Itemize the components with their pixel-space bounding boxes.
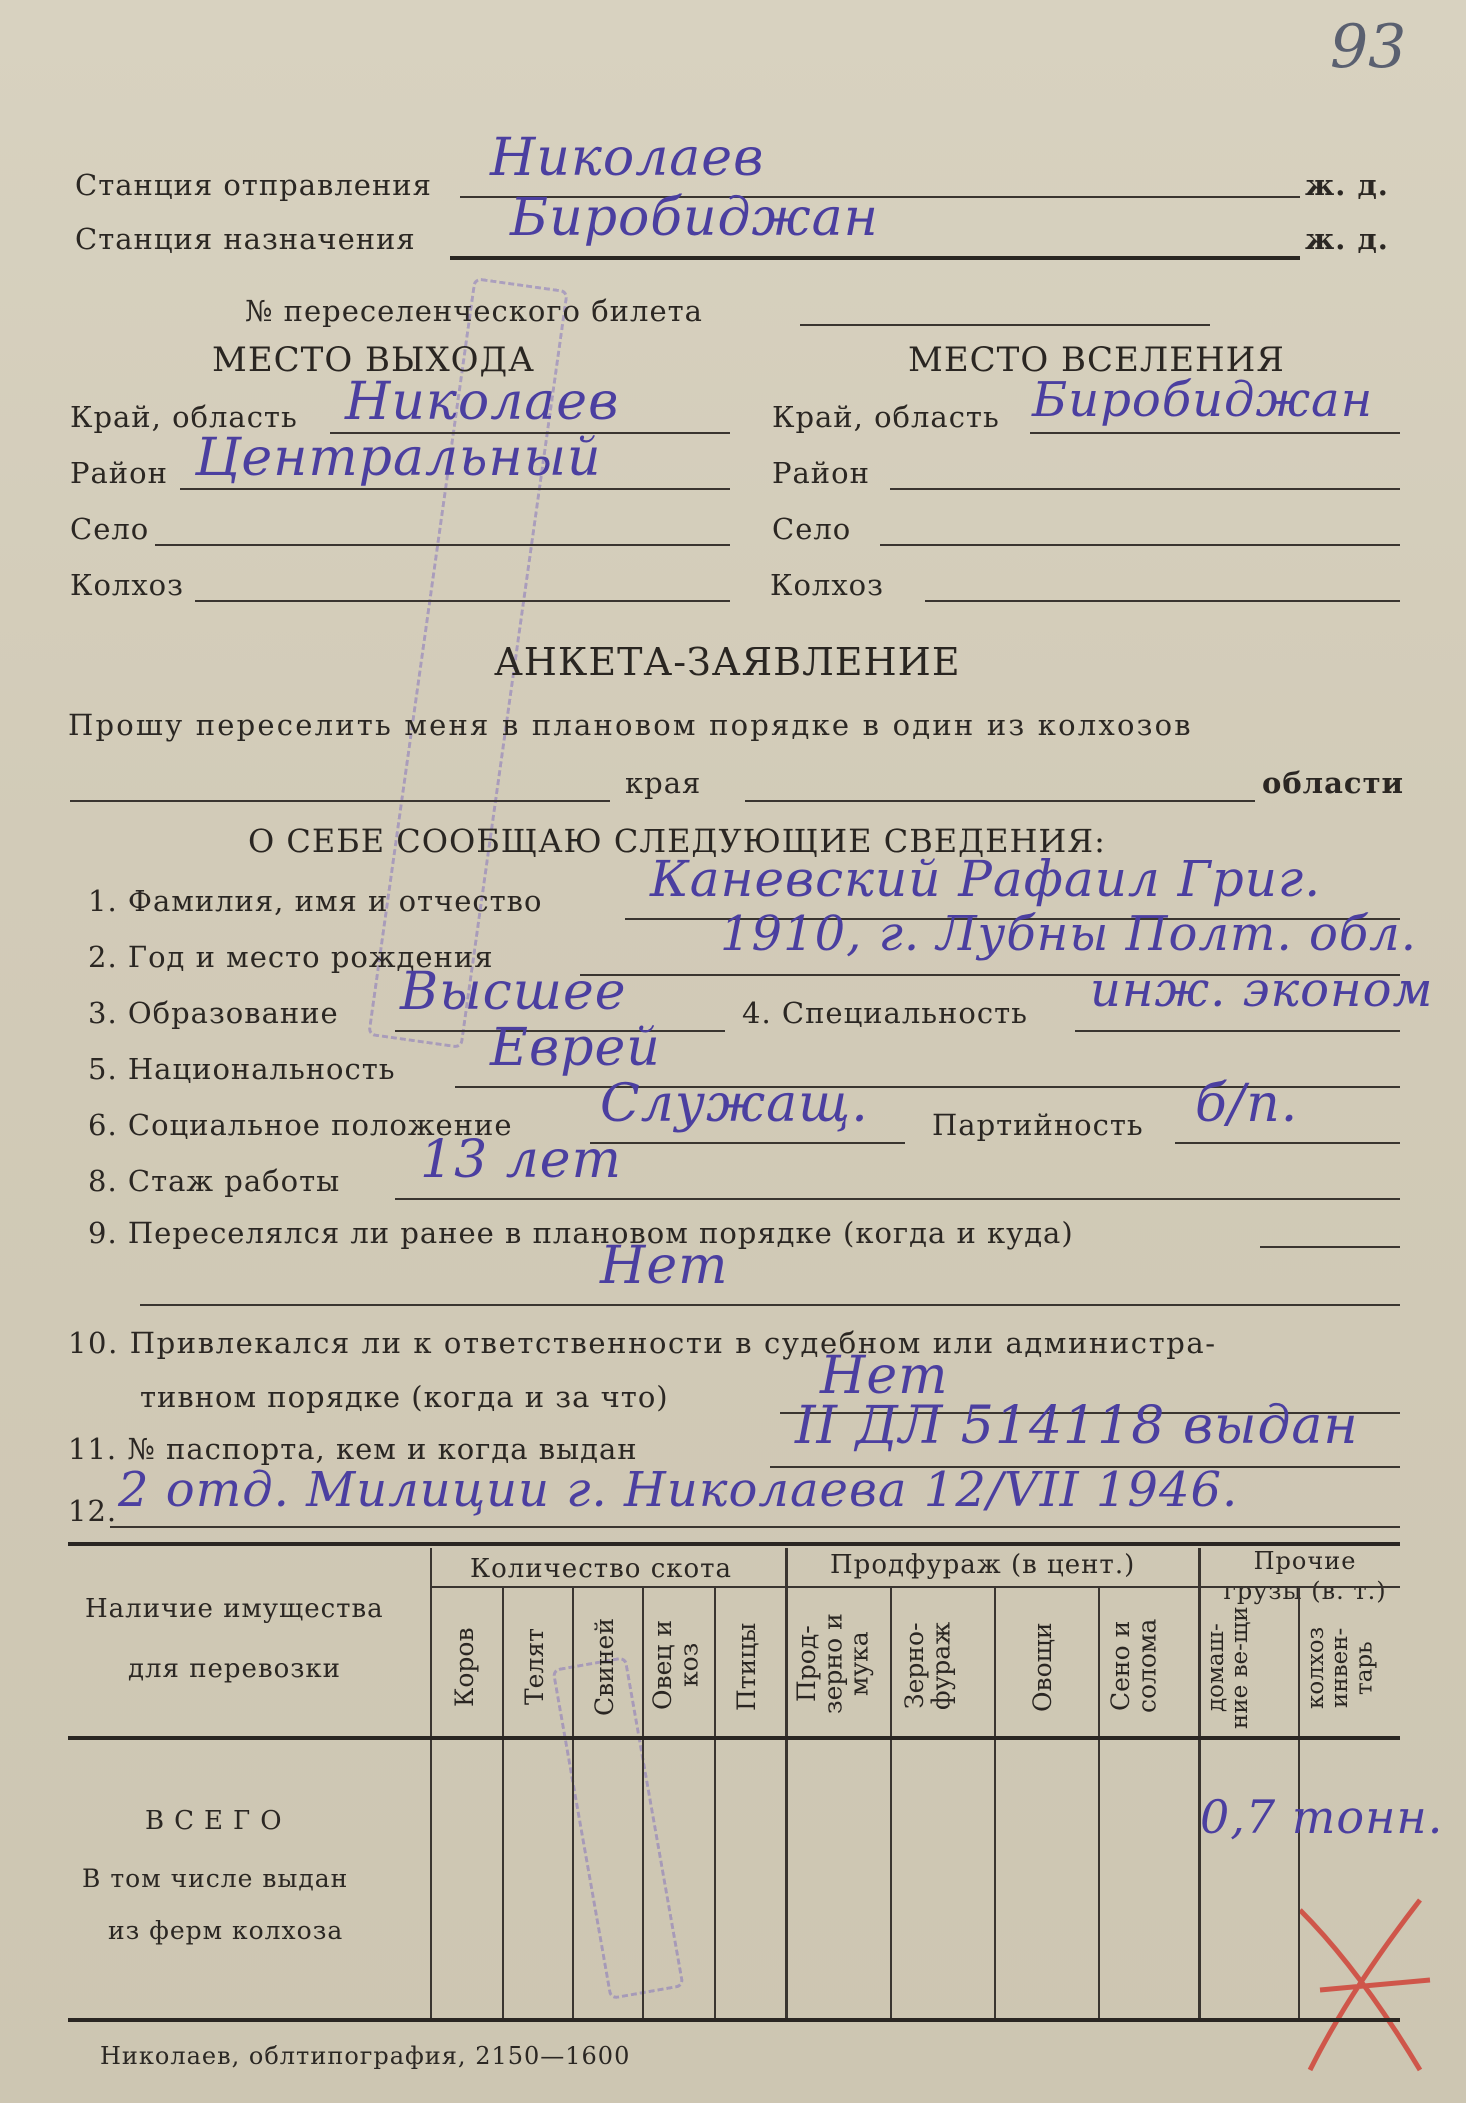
column-header: Телят bbox=[520, 1628, 549, 1706]
settle-district-line bbox=[890, 488, 1400, 490]
krai-line bbox=[70, 800, 610, 802]
field-11-value: II ДЛ 514118 выдан bbox=[795, 1396, 1359, 1456]
column-header: Зерно-фураж bbox=[900, 1621, 956, 1711]
column-header: Свиней bbox=[590, 1618, 619, 1716]
incl-label-b: из ферм колхоза bbox=[108, 1916, 344, 1945]
field-9-label: 9. Переселялся ли ранее в плановом порядке (когда и куда) bbox=[88, 1216, 1074, 1250]
field-3-value: Высшее bbox=[400, 962, 627, 1022]
self-heading: О СЕБЕ СООБЩАЮ СЛЕДУЮЩИЕ СВЕДЕНИЯ: bbox=[248, 822, 1106, 860]
oblast-label: области bbox=[1262, 766, 1405, 800]
col-divider bbox=[1098, 1588, 1100, 2018]
exit-district-label: Район bbox=[70, 456, 168, 490]
column-header: Овощи bbox=[1028, 1622, 1057, 1712]
col-divider bbox=[785, 1548, 788, 2018]
field-4-value: инж. эконом bbox=[1090, 962, 1434, 1018]
col-divider bbox=[890, 1588, 892, 2018]
field-4-label: 4. Специальность bbox=[742, 996, 1028, 1030]
field-10-label-b: тивном порядке (когда и за что) bbox=[140, 1380, 669, 1414]
field-2-value: 1910, г. Лубны Полт. обл. bbox=[720, 906, 1417, 962]
field-6-line bbox=[590, 1142, 905, 1144]
col-divider bbox=[430, 1548, 432, 2018]
column-header: Прод-зерно и мука bbox=[792, 1613, 874, 1715]
field-9-value: Нет bbox=[600, 1236, 729, 1296]
settle-region-line bbox=[1030, 432, 1400, 434]
other-head: Прочие грузы (в. т.) bbox=[1223, 1547, 1387, 1605]
settle-village-label: Село bbox=[772, 512, 852, 546]
property-label-a: Наличие имущества bbox=[85, 1594, 384, 1624]
exit-kolkhoz-line bbox=[195, 600, 730, 602]
column-header: Птицы bbox=[732, 1622, 761, 1712]
column-header: домаш-ние ве-щи bbox=[1203, 1606, 1254, 1730]
exit-district-value: Центральный bbox=[195, 428, 602, 488]
field-4-line bbox=[1075, 1030, 1400, 1032]
total-label: ВСЕГО bbox=[145, 1806, 292, 1836]
settle-village-line bbox=[880, 544, 1400, 546]
field-12-label: 12. bbox=[68, 1494, 118, 1528]
destination-line bbox=[450, 256, 1300, 260]
col-divider bbox=[714, 1588, 716, 2018]
ticket-line bbox=[800, 324, 1210, 326]
property-label-b: для перевозки bbox=[128, 1654, 341, 1684]
field-10-label-a: 10. Привлекался ли к ответственности в судебном или администра- bbox=[68, 1326, 1217, 1360]
request-line: Прошу переселить меня в плановом порядке в один из колхозов bbox=[68, 708, 1193, 742]
livestock-head: Количество скота bbox=[470, 1554, 733, 1584]
railway-suffix: ж. д. bbox=[1305, 168, 1389, 202]
railway-suffix: ж. д. bbox=[1305, 222, 1389, 256]
table-bottom-border bbox=[68, 2018, 1400, 2022]
field-9-line-a bbox=[1260, 1246, 1400, 1248]
exit-village-line bbox=[155, 544, 730, 546]
page-number: 93 bbox=[1330, 12, 1407, 82]
settle-title: МЕСТО ВСЕЛЕНИЯ bbox=[908, 340, 1285, 380]
ticket-label: № переселенческого билета bbox=[245, 294, 703, 328]
exit-village-label: Село bbox=[70, 512, 150, 546]
field-11-label: 11. № паспорта, кем и когда выдан bbox=[68, 1432, 638, 1466]
field-6-label: 6. Социальное положение bbox=[88, 1108, 513, 1142]
oblast-line bbox=[745, 800, 1255, 802]
group-head-line bbox=[430, 1586, 1400, 1588]
settle-kolkhoz-line bbox=[925, 600, 1400, 602]
col-divider bbox=[572, 1588, 574, 2018]
field-1-label: 1. Фамилия, имя и отчество bbox=[88, 884, 543, 918]
table-top-border bbox=[68, 1542, 1400, 1546]
field-12-value: 2 отд. Милиции г. Николаева 12/VII 1946. bbox=[118, 1462, 1239, 1518]
krai-label: края bbox=[625, 766, 702, 800]
form-title: АНКЕТА-ЗАЯВЛЕНИЕ bbox=[494, 640, 961, 684]
col-divider bbox=[994, 1588, 996, 2018]
red-cross-mark bbox=[1290, 1880, 1440, 2080]
field-7-line bbox=[1175, 1142, 1400, 1144]
field-7-value: б/п. bbox=[1195, 1074, 1299, 1134]
column-header: Коров bbox=[450, 1627, 479, 1707]
exit-region-value: Николаев bbox=[345, 372, 620, 432]
exit-title: МЕСТО ВЫХОДА bbox=[212, 340, 535, 380]
field-5-value: Еврей bbox=[490, 1018, 661, 1078]
feed-head: Продфураж (в цент.) bbox=[830, 1550, 1136, 1580]
field-2-label: 2. Год и место рождения bbox=[88, 940, 494, 974]
field-8-label: 8. Стаж работы bbox=[88, 1164, 341, 1198]
settle-kolkhoz-label: Колхоз bbox=[770, 568, 884, 602]
destination-value: Биробиджан bbox=[510, 188, 879, 248]
incl-label-a: В том числе выдан bbox=[82, 1864, 349, 1893]
exit-kolkhoz-label: Колхоз bbox=[70, 568, 184, 602]
field-10-value: Нет bbox=[820, 1346, 949, 1406]
household-value: 0,7 тонн. bbox=[1200, 1790, 1444, 1844]
field-9-line-b bbox=[140, 1304, 1400, 1306]
col-divider bbox=[642, 1588, 644, 2018]
field-1-value: Каневский Рафаил Григ. bbox=[650, 850, 1322, 908]
settle-region-label: Край, область bbox=[772, 400, 1000, 434]
field-8-value: 13 лет bbox=[420, 1130, 622, 1190]
field-5-label: 5. Национальность bbox=[88, 1052, 396, 1086]
field-7-label: Партийность bbox=[932, 1108, 1144, 1142]
field-12-line bbox=[110, 1526, 1400, 1528]
settle-region-value: Биробиджан bbox=[1032, 372, 1374, 428]
field-8-line bbox=[395, 1198, 1400, 1200]
table-head-border bbox=[68, 1736, 1400, 1740]
departure-label: Станция отправления bbox=[75, 168, 432, 202]
exit-district-line bbox=[180, 488, 730, 490]
col-divider bbox=[1198, 1548, 1201, 2018]
exit-region-label: Край, область bbox=[70, 400, 298, 434]
col-divider bbox=[502, 1588, 504, 2018]
imprint: Николаев, облтипография, 2150—1600 bbox=[100, 2042, 631, 2070]
column-header: Сено и солома bbox=[1106, 1618, 1162, 1714]
column-header: колхоз инвен-тарь bbox=[1303, 1626, 1378, 1710]
column-header: Овец и коз bbox=[648, 1619, 704, 1711]
field-6-value: Служащ. bbox=[600, 1074, 869, 1134]
departure-value: Николаев bbox=[490, 128, 765, 188]
field-3-label: 3. Образование bbox=[88, 996, 339, 1030]
settle-district-label: Район bbox=[772, 456, 870, 490]
destination-label: Станция назначения bbox=[75, 222, 416, 256]
